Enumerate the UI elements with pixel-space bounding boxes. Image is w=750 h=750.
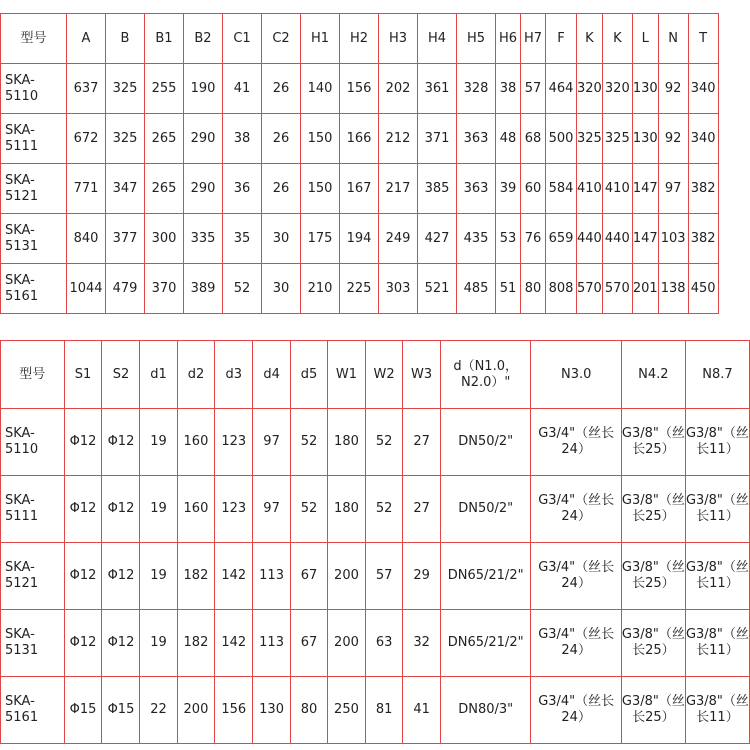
h1-cell: 150 — [301, 114, 340, 164]
model-cell: SKA-5111 — [1, 114, 67, 164]
h3-cell: 212 — [379, 114, 418, 164]
c1-cell: 52 — [223, 264, 262, 314]
table2-header-n4-2: N4.2 — [621, 341, 685, 409]
d1-cell: 19 — [140, 543, 177, 610]
table2-header-d1: d1 — [140, 341, 177, 409]
d3-cell: 142 — [215, 543, 253, 610]
b2-cell: 190 — [184, 64, 223, 114]
n4-2-cell: G3/8"（丝长25） — [621, 543, 685, 610]
h6-cell: 53 — [496, 214, 521, 264]
n-cell: 92 — [658, 114, 688, 164]
n-cell: 92 — [658, 64, 688, 114]
table1-header-h6: H6 — [496, 14, 521, 64]
h4-cell: 361 — [418, 64, 457, 114]
table2-header-model: 型号 — [1, 341, 65, 409]
d5-cell: 80 — [290, 677, 327, 744]
s2-cell: Φ15 — [102, 677, 140, 744]
n3-0-cell: G3/4"（丝长24） — [531, 610, 621, 677]
h5-cell: 328 — [457, 64, 496, 114]
t-cell: 340 — [688, 64, 718, 114]
k2-cell: 440 — [602, 214, 632, 264]
h2-cell: 166 — [340, 114, 379, 164]
s1-cell: Φ12 — [64, 610, 102, 677]
a-cell: 637 — [67, 64, 106, 114]
d5-cell: 52 — [290, 409, 327, 476]
h1-cell: 140 — [301, 64, 340, 114]
d-flange-cell: DN65/21/2" — [440, 610, 531, 677]
table2-header-d5: d5 — [290, 341, 327, 409]
l-cell: 201 — [632, 264, 658, 314]
h2-cell: 167 — [340, 164, 379, 214]
w1-cell: 200 — [328, 610, 366, 677]
h7-cell: 80 — [521, 264, 546, 314]
t-cell: 382 — [688, 214, 718, 264]
l-cell: 147 — [632, 164, 658, 214]
table1-header-n: N — [658, 14, 688, 64]
h5-cell: 435 — [457, 214, 496, 264]
s2-cell: Φ12 — [102, 543, 140, 610]
b-cell: 347 — [106, 164, 145, 214]
table1-header-b: B — [106, 14, 145, 64]
w1-cell: 250 — [328, 677, 366, 744]
w2-cell: 81 — [365, 677, 402, 744]
s1-cell: Φ12 — [64, 543, 102, 610]
n-cell: 103 — [658, 214, 688, 264]
b-cell: 325 — [106, 114, 145, 164]
n3-0-cell: G3/4"（丝长24） — [531, 409, 621, 476]
h2-cell: 194 — [340, 214, 379, 264]
t-cell: 450 — [688, 264, 718, 314]
table1-header-h5: H5 — [457, 14, 496, 64]
table2-header-n3-0: N3.0 — [531, 341, 621, 409]
a-cell: 672 — [67, 114, 106, 164]
table1-header-a: A — [67, 14, 106, 64]
f-cell: 464 — [546, 64, 577, 114]
table1-header-c1: C1 — [223, 14, 262, 64]
c1-cell: 38 — [223, 114, 262, 164]
d1-cell: 22 — [140, 677, 177, 744]
h7-cell: 60 — [521, 164, 546, 214]
w3-cell: 32 — [403, 610, 440, 677]
d2-cell: 160 — [177, 409, 215, 476]
h3-cell: 303 — [379, 264, 418, 314]
w3-cell: 41 — [403, 677, 440, 744]
d-flange-cell: DN50/2" — [440, 476, 531, 543]
dimension-table-1 — [0, 13, 719, 314]
l-cell: 130 — [632, 114, 658, 164]
h1-cell: 210 — [301, 264, 340, 314]
model-cell: SKA-5111 — [1, 476, 65, 543]
n4-2-cell: G3/8"（丝长25） — [621, 476, 685, 543]
b1-cell: 265 — [145, 164, 184, 214]
n4-2-cell: G3/8"（丝长25） — [621, 677, 685, 744]
h6-cell: 48 — [496, 114, 521, 164]
table1-header-row — [1, 14, 719, 64]
model-cell: SKA-5121 — [1, 543, 65, 610]
table-row — [1, 476, 750, 543]
table1-header-model: 型号 — [1, 14, 67, 64]
h4-cell: 521 — [418, 264, 457, 314]
b2-cell: 290 — [184, 164, 223, 214]
w1-cell: 200 — [328, 543, 366, 610]
n4-2-cell: G3/8"（丝长25） — [621, 409, 685, 476]
f-cell: 500 — [546, 114, 577, 164]
w2-cell: 52 — [365, 409, 402, 476]
c2-cell: 26 — [262, 114, 301, 164]
table1-header-b1: B1 — [145, 14, 184, 64]
f-cell: 584 — [546, 164, 577, 214]
d5-cell: 67 — [290, 543, 327, 610]
d1-cell: 19 — [140, 476, 177, 543]
h4-cell: 427 — [418, 214, 457, 264]
d3-cell: 156 — [215, 677, 253, 744]
c2-cell: 30 — [262, 264, 301, 314]
s1-cell: Φ15 — [64, 677, 102, 744]
d-flange-cell: DN65/21/2" — [440, 543, 531, 610]
h6-cell: 39 — [496, 164, 521, 214]
d3-cell: 123 — [215, 476, 253, 543]
h2-cell: 156 — [340, 64, 379, 114]
model-cell: SKA-5110 — [1, 409, 65, 476]
table2-header-s1: S1 — [64, 341, 102, 409]
h4-cell: 385 — [418, 164, 457, 214]
h6-cell: 38 — [496, 64, 521, 114]
d3-cell: 123 — [215, 409, 253, 476]
n8-7-cell: G3/8"（丝长11） — [685, 543, 749, 610]
n8-7-cell: G3/8"（丝长11） — [685, 476, 749, 543]
table2-header-d2: d2 — [177, 341, 215, 409]
l-cell: 130 — [632, 64, 658, 114]
s2-cell: Φ12 — [102, 476, 140, 543]
w3-cell: 27 — [403, 409, 440, 476]
model-cell: SKA-5161 — [1, 264, 67, 314]
k-cell: 570 — [577, 264, 603, 314]
d1-cell: 19 — [140, 610, 177, 677]
b-cell: 325 — [106, 64, 145, 114]
table-row — [1, 677, 750, 744]
c1-cell: 41 — [223, 64, 262, 114]
c2-cell: 30 — [262, 214, 301, 264]
c2-cell: 26 — [262, 164, 301, 214]
d2-cell: 182 — [177, 543, 215, 610]
w3-cell: 27 — [403, 476, 440, 543]
k2-cell: 320 — [602, 64, 632, 114]
table1-header-t: T — [688, 14, 718, 64]
table1-header-c2: C2 — [262, 14, 301, 64]
table1-header-f: F — [546, 14, 577, 64]
n-cell: 138 — [658, 264, 688, 314]
b2-cell: 335 — [184, 214, 223, 264]
d4-cell: 97 — [253, 409, 291, 476]
table-row — [1, 214, 719, 264]
d4-cell: 97 — [253, 476, 291, 543]
b2-cell: 389 — [184, 264, 223, 314]
b1-cell: 255 — [145, 64, 184, 114]
table2-header-w2: W2 — [365, 341, 402, 409]
table1-header-h1: H1 — [301, 14, 340, 64]
table-row — [1, 543, 750, 610]
s2-cell: Φ12 — [102, 610, 140, 677]
k-cell: 440 — [577, 214, 603, 264]
b1-cell: 370 — [145, 264, 184, 314]
b1-cell: 265 — [145, 114, 184, 164]
k2-cell: 410 — [602, 164, 632, 214]
h5-cell: 363 — [457, 114, 496, 164]
d-flange-cell: DN80/3" — [440, 677, 531, 744]
d5-cell: 52 — [290, 476, 327, 543]
table2-header-d4: d4 — [253, 341, 291, 409]
t-cell: 382 — [688, 164, 718, 214]
w3-cell: 29 — [403, 543, 440, 610]
k-cell: 320 — [577, 64, 603, 114]
d4-cell: 113 — [253, 543, 291, 610]
l-cell: 147 — [632, 214, 658, 264]
h5-cell: 363 — [457, 164, 496, 214]
d4-cell: 130 — [253, 677, 291, 744]
table-row — [1, 264, 719, 314]
w2-cell: 52 — [365, 476, 402, 543]
table1-header-l: L — [632, 14, 658, 64]
table2-header-w1: W1 — [328, 341, 366, 409]
table1-header-h3: H3 — [379, 14, 418, 64]
table1-header-b2: B2 — [184, 14, 223, 64]
h5-cell: 485 — [457, 264, 496, 314]
table-row — [1, 610, 750, 677]
d1-cell: 19 — [140, 409, 177, 476]
table2-header-w3: W3 — [403, 341, 440, 409]
model-cell: SKA-5121 — [1, 164, 67, 214]
n-cell: 97 — [658, 164, 688, 214]
k2-cell: 570 — [602, 264, 632, 314]
b-cell: 377 — [106, 214, 145, 264]
h3-cell: 217 — [379, 164, 418, 214]
table2-header-d-flange: d（N1.0，N2.0）" — [440, 341, 531, 409]
c2-cell: 26 — [262, 64, 301, 114]
model-cell: SKA-5131 — [1, 214, 67, 264]
b2-cell: 290 — [184, 114, 223, 164]
b1-cell: 300 — [145, 214, 184, 264]
c1-cell: 35 — [223, 214, 262, 264]
t-cell: 340 — [688, 114, 718, 164]
c1-cell: 36 — [223, 164, 262, 214]
d4-cell: 113 — [253, 610, 291, 677]
table1-header-k: K — [577, 14, 603, 64]
n8-7-cell: G3/8"（丝长11） — [685, 409, 749, 476]
h3-cell: 202 — [379, 64, 418, 114]
d2-cell: 182 — [177, 610, 215, 677]
f-cell: 808 — [546, 264, 577, 314]
w1-cell: 180 — [328, 409, 366, 476]
table1-header-h2: H2 — [340, 14, 379, 64]
table-row — [1, 164, 719, 214]
d2-cell: 160 — [177, 476, 215, 543]
s1-cell: Φ12 — [64, 409, 102, 476]
table1-header-h7: H7 — [521, 14, 546, 64]
n8-7-cell: G3/8"（丝长11） — [685, 610, 749, 677]
h7-cell: 76 — [521, 214, 546, 264]
h7-cell: 68 — [521, 114, 546, 164]
d2-cell: 200 — [177, 677, 215, 744]
n3-0-cell: G3/4"（丝长24） — [531, 677, 621, 744]
b-cell: 479 — [106, 264, 145, 314]
h4-cell: 371 — [418, 114, 457, 164]
s2-cell: Φ12 — [102, 409, 140, 476]
model-cell: SKA-5110 — [1, 64, 67, 114]
w2-cell: 63 — [365, 610, 402, 677]
h1-cell: 175 — [301, 214, 340, 264]
table-row — [1, 114, 719, 164]
table1-header-k-2: K — [602, 14, 632, 64]
n3-0-cell: G3/4"（丝长24） — [531, 476, 621, 543]
table2-header-row — [1, 341, 750, 409]
k2-cell: 325 — [602, 114, 632, 164]
w1-cell: 180 — [328, 476, 366, 543]
d5-cell: 67 — [290, 610, 327, 677]
table2-header-s2: S2 — [102, 341, 140, 409]
table1-header-h4: H4 — [418, 14, 457, 64]
h2-cell: 225 — [340, 264, 379, 314]
a-cell: 771 — [67, 164, 106, 214]
table-row — [1, 64, 719, 114]
k-cell: 410 — [577, 164, 603, 214]
table-row — [1, 409, 750, 476]
n3-0-cell: G3/4"（丝长24） — [531, 543, 621, 610]
d-flange-cell: DN50/2" — [440, 409, 531, 476]
h6-cell: 51 — [496, 264, 521, 314]
model-cell: SKA-5131 — [1, 610, 65, 677]
model-cell: SKA-5161 — [1, 677, 65, 744]
h1-cell: 150 — [301, 164, 340, 214]
table2-header-d3: d3 — [215, 341, 253, 409]
f-cell: 659 — [546, 214, 577, 264]
n8-7-cell: G3/8"（丝长11） — [685, 677, 749, 744]
n4-2-cell: G3/8"（丝长25） — [621, 610, 685, 677]
h3-cell: 249 — [379, 214, 418, 264]
w2-cell: 57 — [365, 543, 402, 610]
h7-cell: 57 — [521, 64, 546, 114]
a-cell: 840 — [67, 214, 106, 264]
s1-cell: Φ12 — [64, 476, 102, 543]
table2-header-n8-7: N8.7 — [685, 341, 749, 409]
a-cell: 1044 — [67, 264, 106, 314]
d3-cell: 142 — [215, 610, 253, 677]
dimension-table-2 — [0, 340, 750, 744]
k-cell: 325 — [577, 114, 603, 164]
